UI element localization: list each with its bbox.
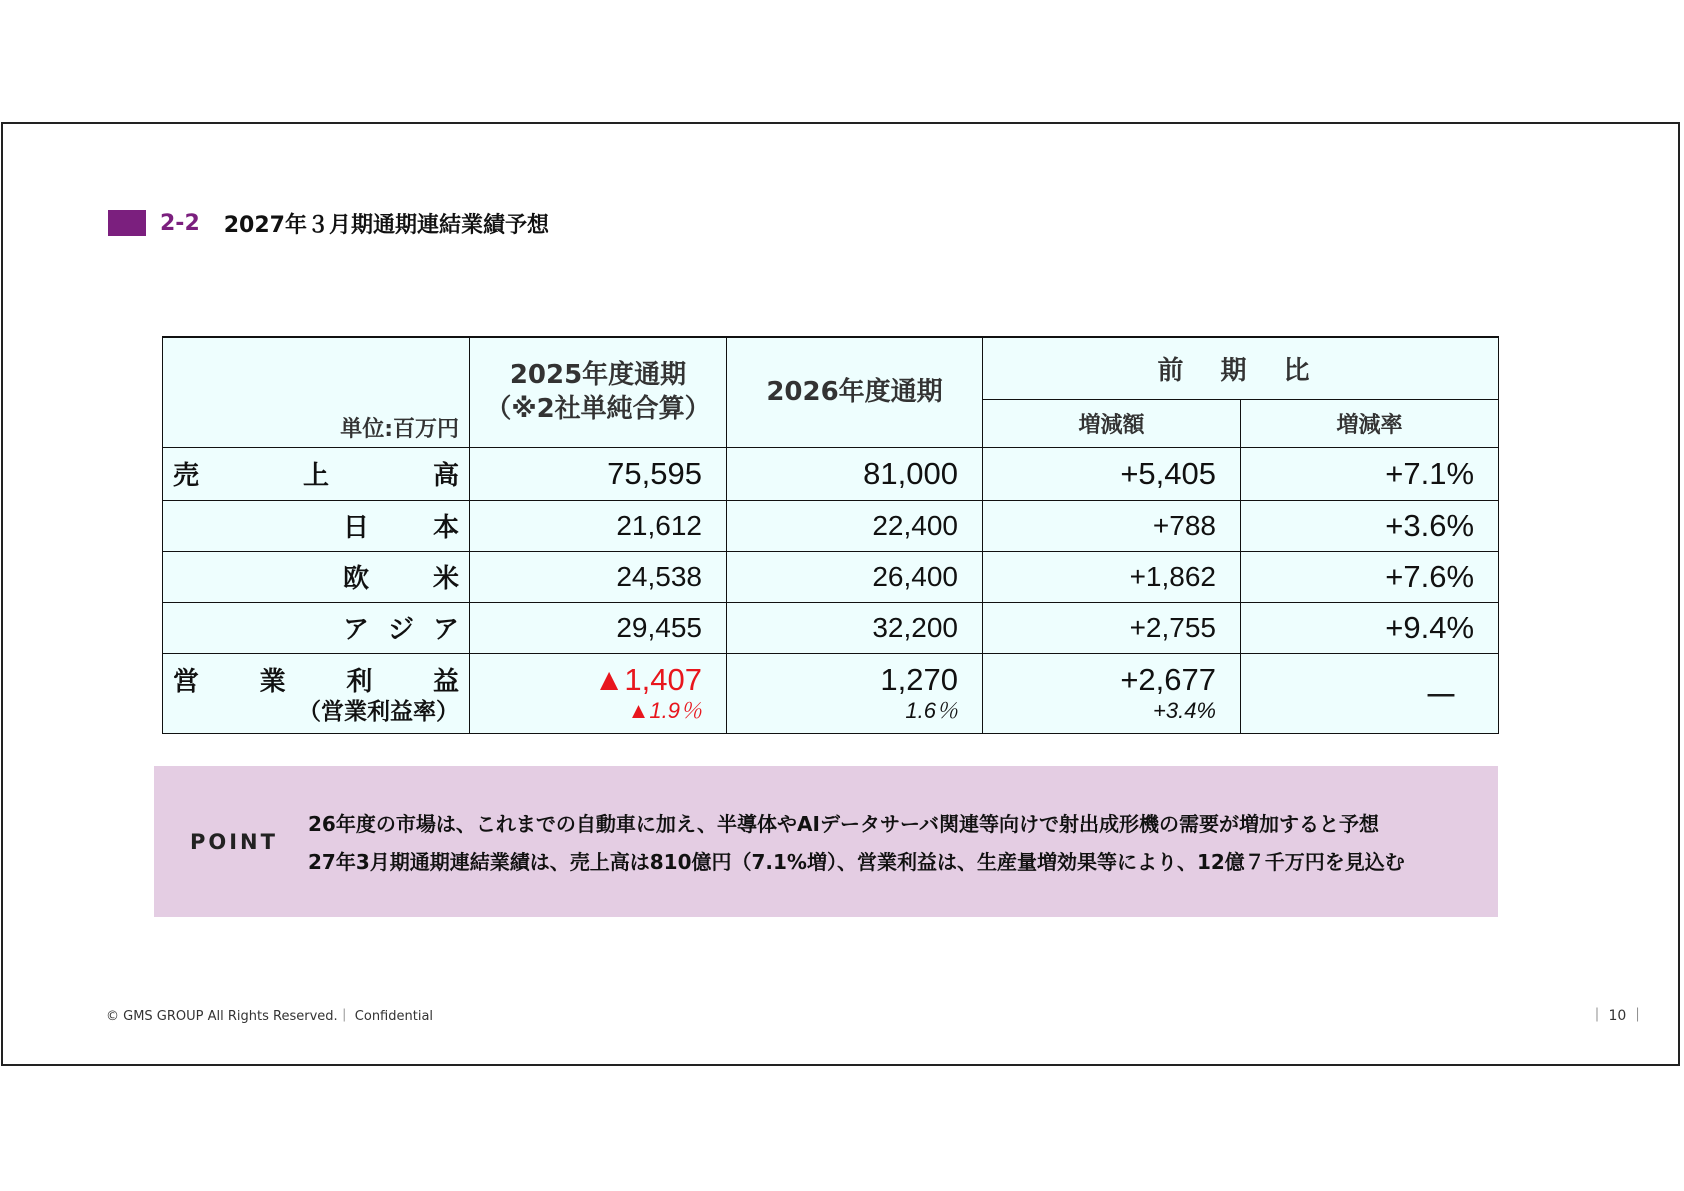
- header-compare: 前 期 比: [983, 337, 1499, 399]
- label-char: ア: [432, 615, 459, 645]
- forecast-table: [162, 336, 1499, 734]
- cell-diff: +1,862: [983, 551, 1241, 602]
- label-char: ジ: [387, 615, 414, 645]
- label-char: 業: [259, 666, 286, 697]
- label-char: 欧: [343, 564, 370, 594]
- cell-rate: +7.1%: [1241, 447, 1499, 500]
- label-char: 営: [173, 666, 200, 697]
- cell-rate: －: [1241, 653, 1499, 733]
- op-diff-rate: +3.4%: [1153, 698, 1216, 723]
- op-2025-rate: ▲1.9％: [627, 698, 702, 723]
- header-2025-line1: 2025年度通期: [509, 360, 687, 391]
- cell-2026: 22,400: [727, 500, 983, 551]
- table-row: [163, 653, 1499, 733]
- cell-diff: [983, 653, 1241, 733]
- label-char: 本: [432, 513, 459, 543]
- cell-2026: 32,200: [727, 602, 983, 653]
- label-char: 上: [302, 461, 329, 491]
- cell-rate: +7.6%: [1241, 551, 1499, 602]
- table-row: [163, 551, 1499, 602]
- label-char: 日: [343, 513, 370, 543]
- section-heading: [108, 208, 549, 238]
- footer-copyright: © GMS GROUP All Rights Reserved.｜ Confidential: [106, 1009, 434, 1024]
- header-2025: [470, 337, 727, 447]
- cell-2025: [470, 653, 727, 733]
- row-label-japan: [163, 500, 470, 551]
- cell-2026: 81,000: [727, 447, 983, 500]
- section-number: 2-2: [160, 210, 200, 236]
- table-row: [163, 447, 1499, 500]
- table-row: [163, 500, 1499, 551]
- op-2026-value: 1,270: [880, 662, 958, 697]
- point-line-2: 27年3月期通期連結業績は、売上高は810億円（7.1%増）、営業利益は、生産量増効果等により、12億７千万円を見込む: [308, 850, 1405, 874]
- cell-diff: +5,405: [983, 447, 1241, 500]
- cell-rate: +3.6%: [1241, 500, 1499, 551]
- cell-2026: 26,400: [727, 551, 983, 602]
- cell-2025: 75,595: [470, 447, 727, 500]
- cell-diff: +2,755: [983, 602, 1241, 653]
- label-char: 高: [432, 461, 459, 491]
- header-2026: 2026年度通期: [727, 337, 983, 447]
- point-label: POINT: [190, 830, 278, 854]
- label-char: 売: [173, 461, 200, 491]
- label-char: ア: [343, 615, 370, 645]
- label-char: 米: [432, 564, 459, 594]
- point-box: [154, 766, 1498, 917]
- row-label-asia: [163, 602, 470, 653]
- unit-label: 単位:百万円: [163, 337, 470, 447]
- cell-rate: +9.4%: [1241, 602, 1499, 653]
- row-label-sales: [163, 447, 470, 500]
- page-title: 2027年３月期通期連結業績予想: [223, 212, 549, 238]
- op-2026-rate: 1.6％: [905, 698, 958, 723]
- label-char: 利: [346, 666, 373, 697]
- cell-diff: +788: [983, 500, 1241, 551]
- label-char: 益: [432, 666, 459, 697]
- op-diff-value: +2,677: [1120, 662, 1216, 697]
- row-label-operating-profit: [163, 653, 470, 733]
- page-number: ｜ 10 ｜: [1590, 1008, 1645, 1024]
- cell-2026: [727, 653, 983, 733]
- cell-2025: 24,538: [470, 551, 727, 602]
- op-margin-label: （営業利益率）: [298, 698, 459, 725]
- row-label-europe-us: [163, 551, 470, 602]
- section-marker: [108, 210, 146, 236]
- point-line-1: 26年度の市場は、これまでの自動車に加え、半導体やAIデータサーバ関連等向けで射出成形機の需要が増加すると予想: [308, 812, 1379, 836]
- header-2025-line2: （※2社単純合算）: [485, 394, 711, 425]
- cell-2025: 21,612: [470, 500, 727, 551]
- cell-2025: 29,455: [470, 602, 727, 653]
- table-row: [163, 602, 1499, 653]
- op-2025-value: ▲1,407: [593, 662, 702, 697]
- header-diff: 増減額: [983, 399, 1241, 447]
- header-rate: 増減率: [1241, 399, 1499, 447]
